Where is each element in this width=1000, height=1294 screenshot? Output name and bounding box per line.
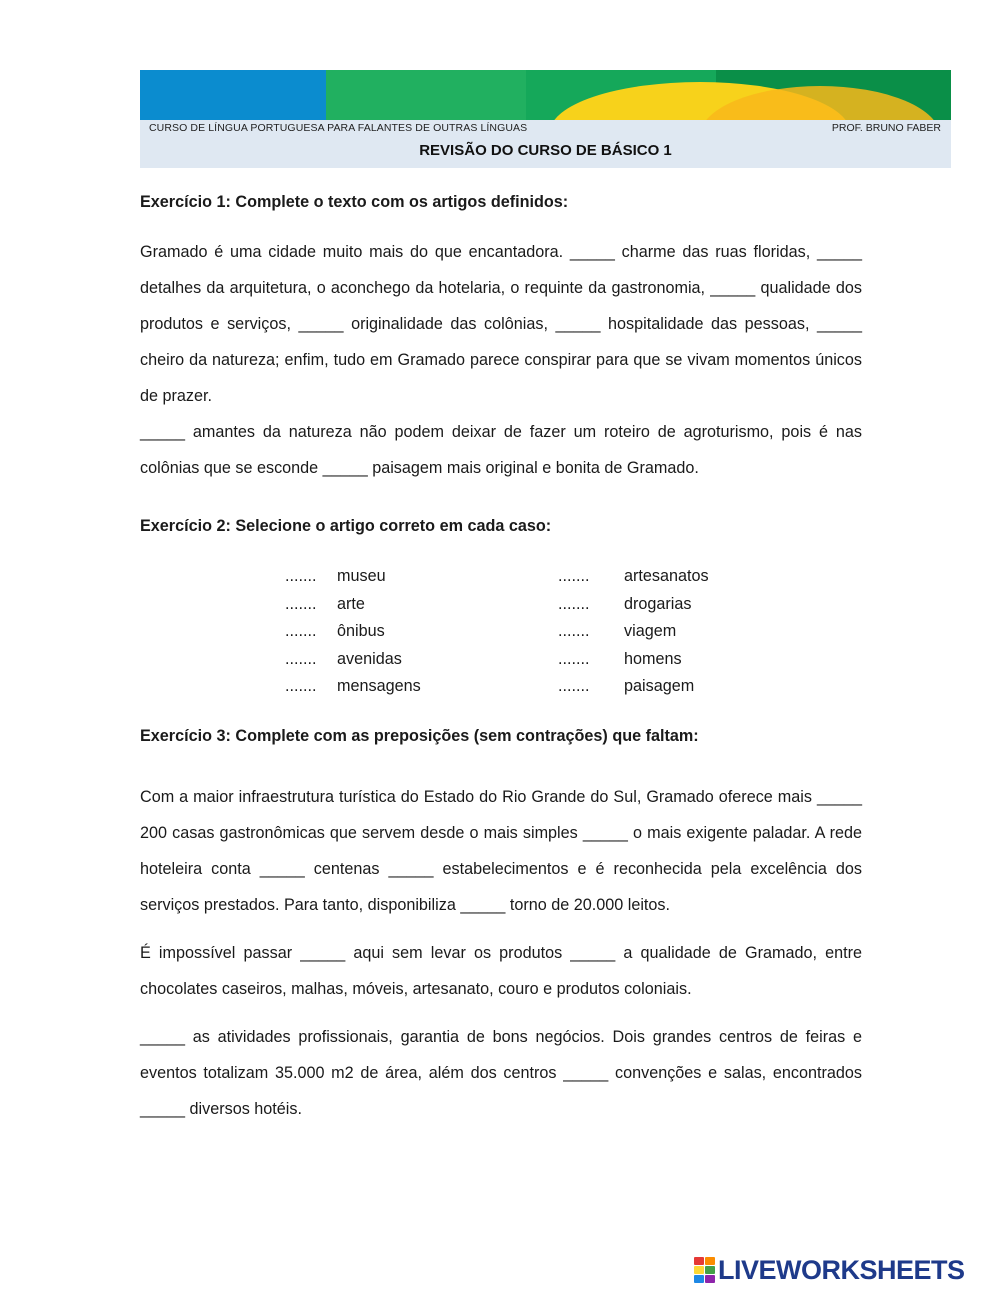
list-item[interactable]: [558, 591, 778, 619]
logo-blocks-icon: [694, 1257, 715, 1283]
answer-blank[interactable]: .......: [558, 594, 590, 613]
answer-blank[interactable]: .......: [285, 594, 317, 613]
answer-blank[interactable]: .......: [558, 649, 590, 668]
answer-blank[interactable]: .......: [285, 567, 317, 585]
exercise-3-paragraph-2: É impossível passar _____ aqui sem levar os produtos _____ a qualidade de Gramado, entre chocolates caseiros, malhas, móveis, artesanato, couro e produtos coloniais.: [140, 944, 862, 998]
answer-blank[interactable]: .......: [285, 649, 317, 668]
word: paisagem: [624, 677, 695, 696]
word: arte: [337, 594, 365, 613]
exercise-2-left-column: [285, 563, 505, 701]
word: museu: [337, 567, 386, 585]
header-subbar: [140, 120, 951, 168]
answer-blank[interactable]: .......: [285, 622, 317, 641]
exercise-3-heading: Exercício 3: Complete com as preposições (sem contrações) que faltam:: [140, 727, 699, 745]
exercise-1-heading: Exercício 1: Complete o texto com os artigos definidos:: [140, 193, 569, 211]
professor-name: PROF. BRUNO FABER: [831, 122, 941, 134]
exercise-2-right-column: [558, 563, 778, 701]
banner-graphic: [140, 70, 951, 120]
list-item[interactable]: [285, 646, 505, 674]
exercise-1-paragraph-2: _____ amantes da natureza não podem deixar de fazer um roteiro de agroturismo, pois é nas colônias que se esconde _____ paisagem mais original e bonita de Gramado.: [140, 423, 862, 477]
exercise-1-paragraph-1: Gramado é uma cidade muito mais do que encantadora. _____ charme das ruas floridas, _____ detalhes da arquitetura, o aconchego da hotelaria, o requinte da gastronomia, _____ qualidade dos produtos e serviços, _____ originalidade das colônias, _____ hospitalidade das pessoas, _____ cheiro da natureza; enfim, tudo em Gramado parece conspirar para que se vivam momentos únicos de prazer.: [140, 243, 862, 405]
answer-blank[interactable]: .......: [285, 677, 317, 696]
answer-blank[interactable]: .......: [558, 622, 590, 641]
list-item[interactable]: [285, 563, 505, 591]
page-title: REVISÃO DO CURSO DE BÁSICO 1: [419, 142, 672, 159]
word: drogarias: [624, 594, 692, 613]
exercise-3-paragraph-3: _____ as atividades profissionais, garantia de bons negócios. Dois grandes centros de feiras e eventos totalizam 35.000 m2 de área, além dos centros _____ convenções e salas, encontrados _____ diversos hotéis.: [140, 1028, 862, 1118]
word: ônibus: [337, 622, 385, 641]
word: avenidas: [337, 649, 402, 668]
list-item[interactable]: [558, 563, 778, 591]
list-item[interactable]: [285, 618, 505, 646]
exercise-3-paragraph-1: Com a maior infraestrutura turística do Estado do Rio Grande do Sul, Gramado oferece mais _____ 200 casas gastronômicas que servem desde o mais simples _____ o mais exigente paladar. A rede hoteleira conta _____ centenas _____ estabelecimentos e é reconhecida pela excelência dos serviços prestados. Para tanto, disponibiliza _____ torno de 20.000 leitos.: [140, 788, 862, 914]
word: artesanatos: [624, 567, 709, 585]
exercise-2-heading: Exercício 2: Selecione o artigo correto em cada caso:: [140, 517, 552, 535]
answer-blank[interactable]: .......: [558, 567, 590, 585]
answer-blank[interactable]: .......: [558, 677, 590, 696]
word: mensagens: [337, 677, 421, 696]
exercise-1-text: [140, 234, 862, 486]
word: viagem: [624, 622, 677, 641]
liveworksheets-logo: [694, 1256, 965, 1284]
header-banner: [140, 70, 951, 120]
word: homens: [624, 649, 682, 668]
list-item[interactable]: [285, 591, 505, 619]
course-name: CURSO DE LÍNGUA PORTUGUESA PARA FALANTES DE OUTRAS LÍNGUAS: [149, 122, 528, 134]
list-item[interactable]: [558, 646, 778, 674]
list-item[interactable]: [558, 673, 778, 701]
list-item[interactable]: [558, 618, 778, 646]
exercise-3-text: [140, 779, 862, 1139]
brand-name: LIVEWORKSHEETS: [718, 1254, 965, 1285]
list-item[interactable]: [285, 673, 505, 701]
